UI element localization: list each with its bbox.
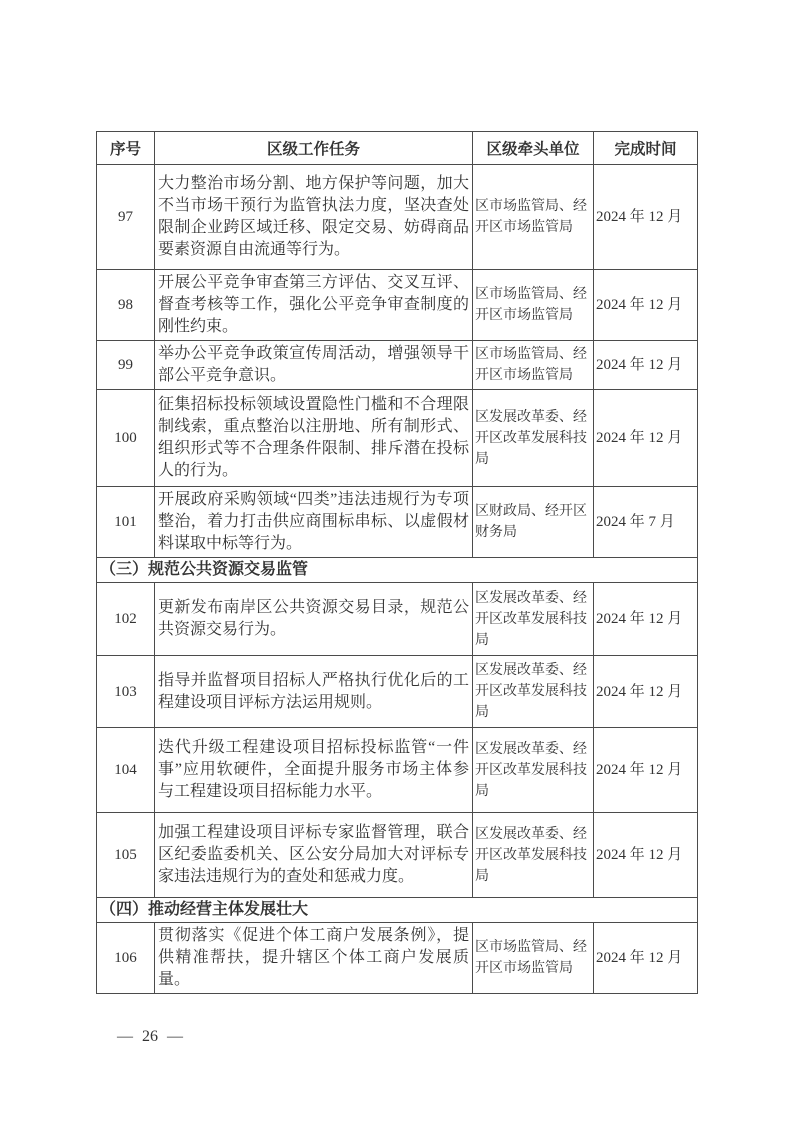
unit-cell: 区财政局、经开区财务局 [473,487,594,558]
time-cell: 2024 年 12 月 [594,390,698,487]
header-unit: 区级牵头单位 [473,132,594,165]
time-cell: 2024 年 12 月 [594,341,698,390]
header-time: 完成时间 [594,132,698,165]
header-no: 序号 [97,132,155,165]
section-label: （三）规范公共资源交易监管 [97,558,698,583]
unit-cell: 区发展改革委、经开区改革发展科技局 [473,583,594,656]
table-row [97,487,698,558]
unit-cell: 区发展改革委、经开区改革发展科技局 [473,390,594,487]
time-cell: 2024 年 7 月 [594,487,698,558]
unit-cell: 区发展改革委、经开区改革发展科技局 [473,656,594,728]
time-cell: 2024 年 12 月 [594,728,698,813]
unit-cell: 区发展改革委、经开区改革发展科技局 [473,813,594,898]
page-number: 26 [142,1028,158,1045]
table-header-row [97,132,698,165]
row-number: 104 [97,728,155,813]
table-row [97,390,698,487]
row-number: 98 [97,270,155,341]
table-row [97,165,698,270]
table-row [97,270,698,341]
time-cell: 2024 年 12 月 [594,165,698,270]
table-row [97,341,698,390]
header-task: 区级工作任务 [155,132,473,165]
section-row [97,898,698,923]
table-row [97,656,698,728]
task-table [96,131,698,994]
table-row [97,923,698,994]
row-number: 97 [97,165,155,270]
task-cell: 征集招标投标领域设置隐性门槛和不合理限制线索，重点整治以注册地、所有制形式、组织形式等不合理条件限制、排斥潜在投标人的行为。 [155,390,473,487]
task-cell: 加强工程建设项目评标专家监督管理，联合区纪委监委机关、区公安分局加大对评标专家违法违规行为的查处和惩戒力度。 [155,813,473,898]
task-cell: 贯彻落实《促进个体工商户发展条例》，提供精准帮扶，提升辖区个体工商户发展质量。 [155,923,473,994]
row-number: 106 [97,923,155,994]
page-footer [117,1028,183,1046]
time-cell: 2024 年 12 月 [594,583,698,656]
row-number: 102 [97,583,155,656]
time-cell: 2024 年 12 月 [594,270,698,341]
unit-cell: 区市场监管局、经开区市场监管局 [473,923,594,994]
section-row [97,558,698,583]
unit-cell: 区发展改革委、经开区改革发展科技局 [473,728,594,813]
time-cell: 2024 年 12 月 [594,656,698,728]
unit-cell: 区市场监管局、经开区市场监管局 [473,341,594,390]
task-cell: 开展公平竞争审查第三方评估、交叉互评、督查考核等工作，强化公平竞争审查制度的刚性约束。 [155,270,473,341]
row-number: 103 [97,656,155,728]
task-cell: 迭代升级工程建设项目招标投标监管“一件事”应用软硬件，全面提升服务市场主体参与工程建设项目招标能力水平。 [155,728,473,813]
time-cell: 2024 年 12 月 [594,923,698,994]
row-number: 99 [97,341,155,390]
task-cell: 更新发布南岸区公共资源交易目录，规范公共资源交易行为。 [155,583,473,656]
time-cell: 2024 年 12 月 [594,813,698,898]
table-row [97,728,698,813]
row-number: 101 [97,487,155,558]
footer-left-dash: — [117,1028,133,1045]
task-cell: 大力整治市场分割、地方保护等问题，加大不当市场干预行为监管执法力度，坚决查处限制企业跨区域迁移、限定交易、妨碍商品要素资源自由流通等行为。 [155,165,473,270]
table-row [97,583,698,656]
task-cell: 开展政府采购领域“四类”违法违规行为专项整治，着力打击供应商围标串标、以虚假材料谋取中标等行为。 [155,487,473,558]
unit-cell: 区市场监管局、经开区市场监管局 [473,165,594,270]
section-label: （四）推动经营主体发展壮大 [97,898,698,923]
table-row [97,813,698,898]
row-number: 105 [97,813,155,898]
task-cell: 指导并监督项目招标人严格执行优化后的工程建设项目评标方法运用规则。 [155,656,473,728]
unit-cell: 区市场监管局、经开区市场监管局 [473,270,594,341]
row-number: 100 [97,390,155,487]
task-cell: 举办公平竞争政策宣传周活动，增强领导干部公平竞争意识。 [155,341,473,390]
footer-right-dash: — [167,1028,183,1045]
